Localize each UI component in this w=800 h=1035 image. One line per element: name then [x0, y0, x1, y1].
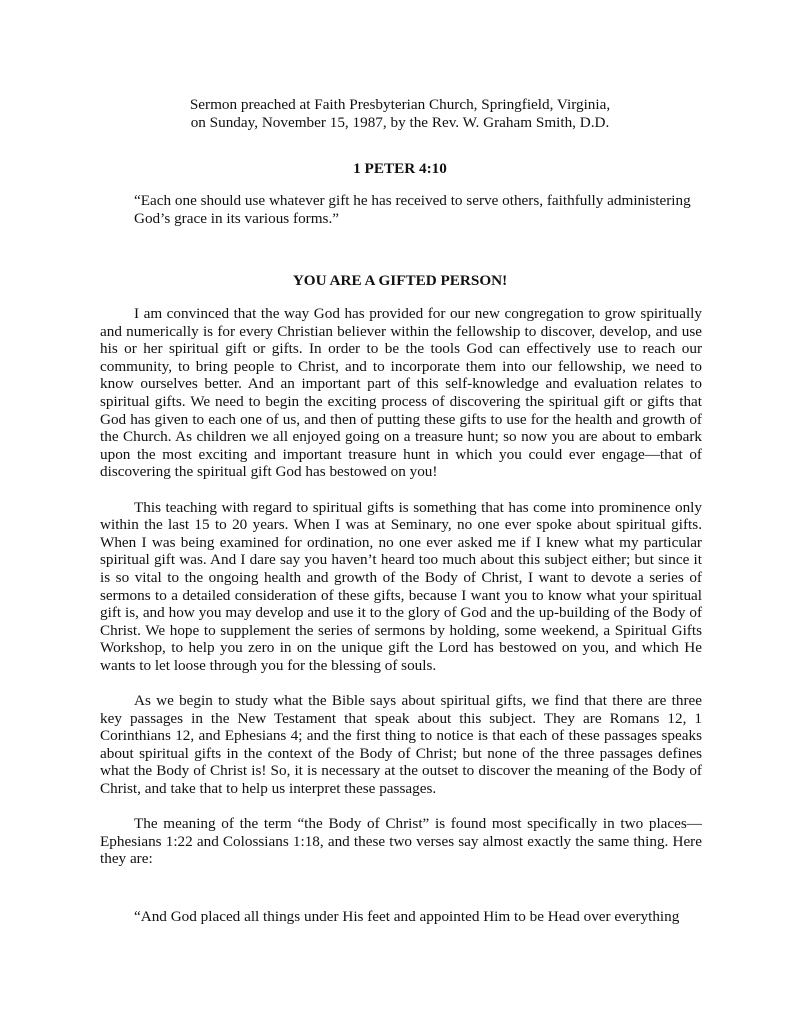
sermon-body: [100, 305, 702, 886]
paragraph-3: As we begin to study what the Bible says about spiritual gifts, we find that there are three key passages in the New Testament that speak about this subject. They are Romans 12, 1 Corinthians 12, and Ephesians 4; and the first thing to notice is that each of these passages speaks about spiritual gifts in the context of the Body of Christ; but none of the three passages defines what the Body of Christ is! So, it is necessary at the outset to discover the meaning of the Body of Christ, and take that to help us interpret these passages.: [100, 692, 702, 798]
paragraph-2: This teaching with regard to spiritual gifts is something that has come into prominence only within the last 15 to 20 years. When I was at Seminary, no one ever spoke about spiritual gifts. When I was being examined for ordination, no one ever asked me if I knew what my particular spiritual gift was. And I dare say you haven’t heard too much about this subject either; but since it is so vital to the ongoing health and growth of the Body of Christ, I want to devote a series of sermons to a detailed consideration of these gifts, because I want you to know what your spiritual gift is, and how you may develop and use it to the glory of God and the up-building of the Body of Christ. We hope to supplement the series of sermons by holding, some weekend, a Spiritual Gifts Workshop, to help you zero in on the unique gift the Lord has bestowed on you, and which He wants to let loose through you for the blessing of souls.: [100, 498, 702, 674]
paragraph-1: I am convinced that the way God has provided for our new congregation to grow spiritually and numerically is for every Christian believer within the fellowship to discover, develop, and use his or her spiritual gift or gifts. In order to be the tools God can effectively use to reach our community, to bring people to Christ, and to incorporate them into our fellowship, we need to know ourselves better. And an important part of this self-knowledge and evaluation relates to spiritual gifts. We need to begin the exciting process of discovering the spiritual gift or gifts that God has given to each one of us, and then of putting these gifts to use for the health and growth of the Church. As children we all enjoyed going on a treasure hunt; so now you are about to embark upon the most exciting and important treasure hunt in which you could ever engage—that of discovering the spiritual gift God has bestowed on you!: [100, 305, 702, 481]
scripture-verse: “Each one should use whatever gift he has received to serve others, faithfully administering God’s grace in its various forms.”: [134, 192, 691, 227]
header-line-2: on Sunday, November 15, 1987, by the Rev. W. Graham Smith, D.D.: [190, 114, 610, 131]
sermon-header: [100, 96, 700, 132]
scripture-reference: 1 PETER 4:10: [353, 160, 447, 177]
header-line-1: Sermon preached at Faith Presbyterian Church, Springfield, Virginia,: [189, 96, 611, 113]
paragraph-4: The meaning of the term “the Body of Christ” is found most specifically in two places—Ephesians 1:22 and Colossians 1:18, and these two verses say almost exactly the same thing. Here they are:: [100, 815, 702, 868]
quote-start: “And God placed all things under His feet and appointed Him to be Head over everything: [134, 908, 680, 925]
sermon-title: YOU ARE A GIFTED PERSON!: [292, 272, 508, 289]
